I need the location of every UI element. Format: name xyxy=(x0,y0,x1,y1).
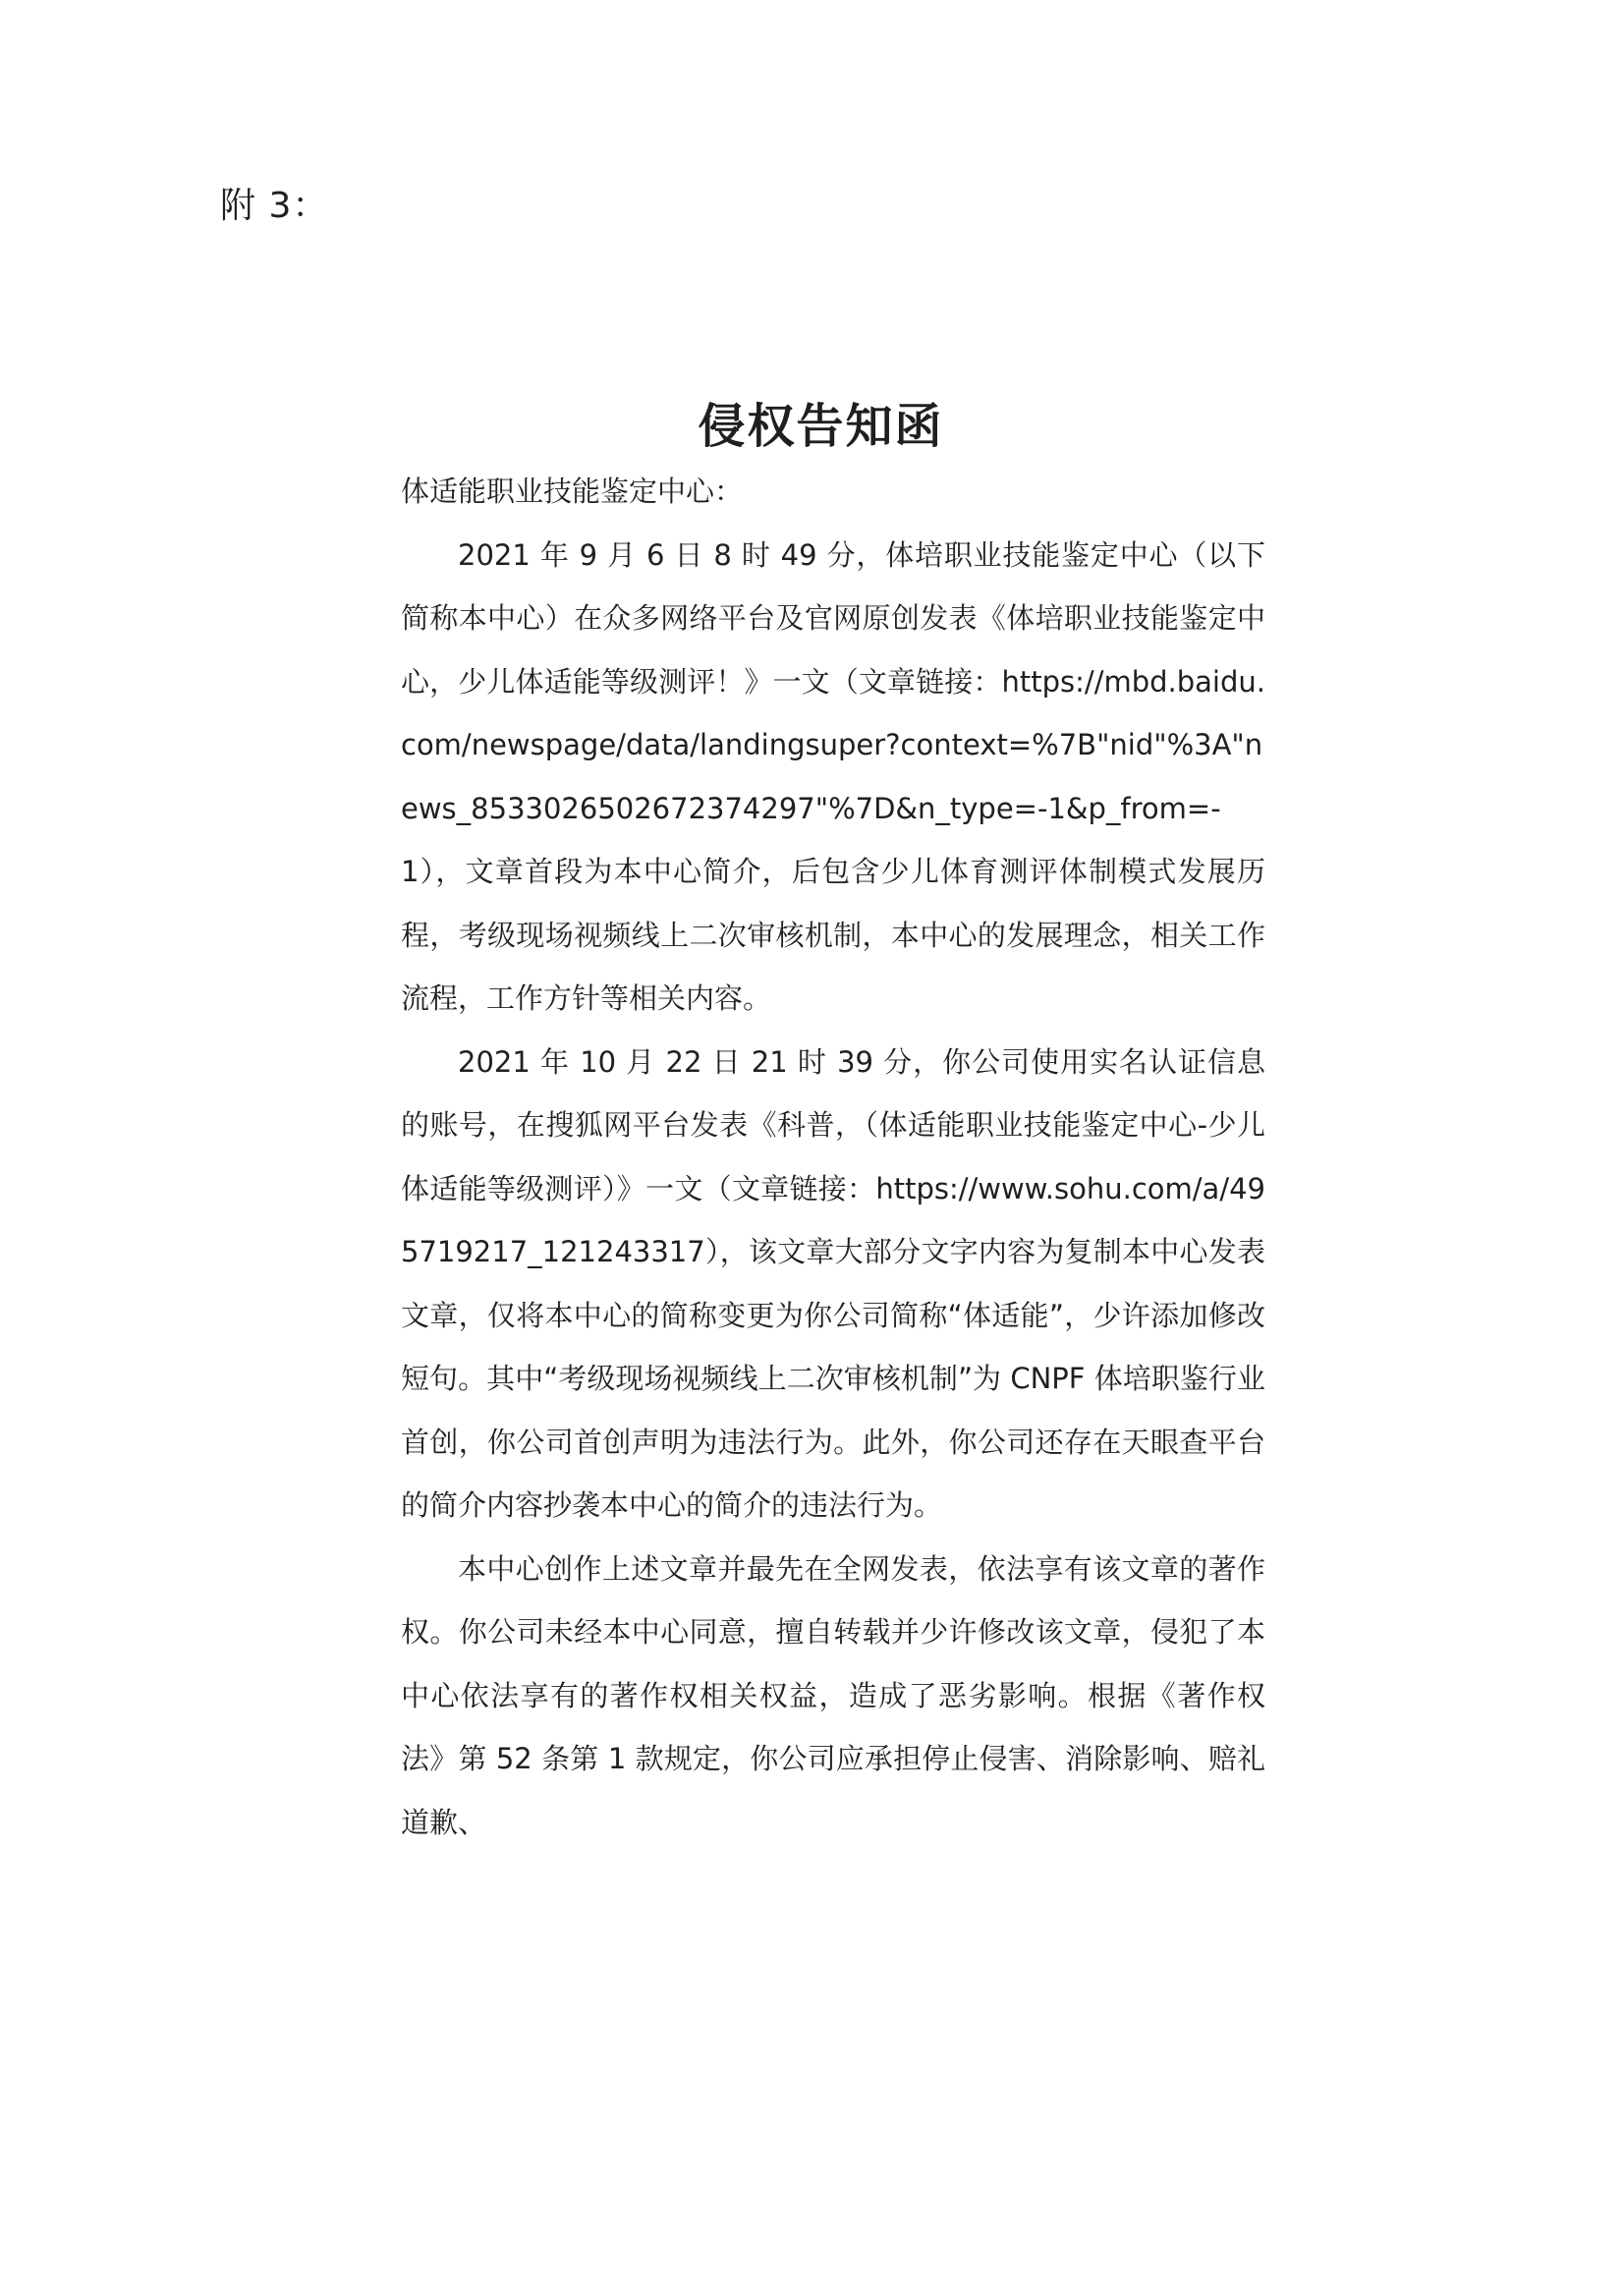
paragraph-3: 本中心创作上述文章并最先在全网发表，依法享有该文章的著作权。你公司未经本中心同意，擅自转载并少许修改该文章，侵犯了本中心依法享有的著作权相关权益，造成了恶劣影响。根据《著作权法》第 52 条第 1 款规定，你公司应承担停止侵害、消除影响、赔礼道歉、 xyxy=(401,1551,1265,1839)
paragraph-2: 2021 年 10 月 22 日 21 时 39 分，你公司使用实名认证信息的账号，在搜狐网平台发表《科普，（体适能职业技能鉴定中心-少儿体适能等级测评）》一文（文章链接：https://www.sohu.com/a/495719217_121243317），该文章大部分文字内容为复制本中心发表文章，仅将本中心的简称变更为你公司简称“体适能”，少许添加修改短句。其中“考级现场视频线上二次审核机制”为 CNPF 体培职鉴行业首创，你公司首创声明为违法行为。此外，你公司还存在天眼查平台的简介内容抄袭本中心的简介的违法行为。 xyxy=(401,1044,1265,1522)
document-title: 侵权告知函 xyxy=(698,399,944,454)
salutation: 体适能职业技能鉴定中心： xyxy=(401,475,744,508)
document-body xyxy=(401,460,1265,1854)
paragraph-1: 2021 年 9 月 6 日 8 时 49 分，体培职业技能鉴定中心（以下简称本中心）在众多网络平台及官网原创发表《体培职业技能鉴定中心，少儿体适能等级测评！》一文（文章链接：https://mbd.baidu.com/newspage/data/landingsuper?context=%7B"nid"%3A"news_8533026502672374297"%7D&n_type=-1&p_from=-1），文章首段为本中心简介，后包含少儿体育测评体制模式发展历程，考级现场视频线上二次审核机制，本中心的发展理念，相关工作流程，工作方针等相关内容。 xyxy=(401,537,1265,1015)
attachment-label: 附 3： xyxy=(220,186,329,226)
